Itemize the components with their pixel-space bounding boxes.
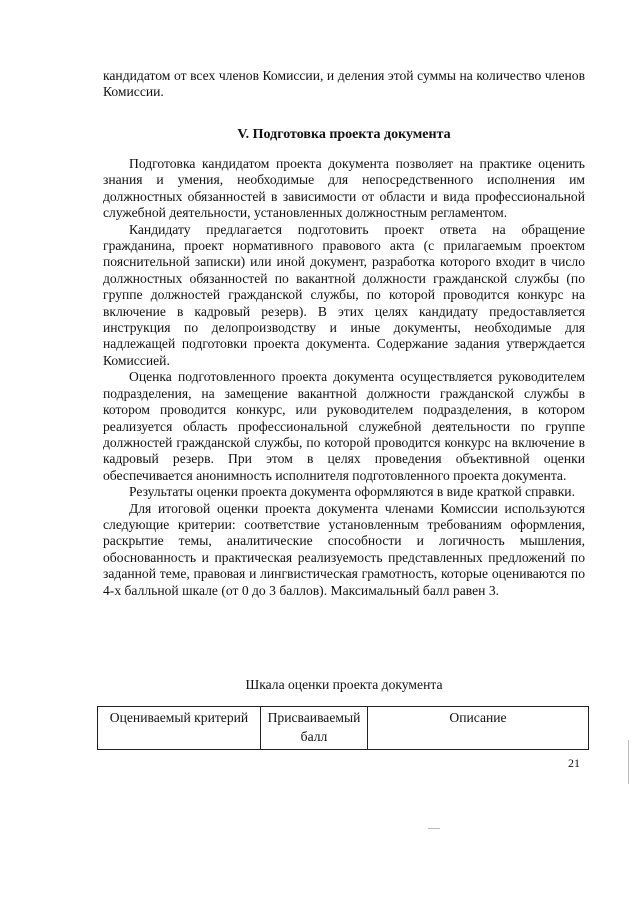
table-caption: Шкала оценки проекта документа bbox=[245, 677, 443, 692]
table-header-row bbox=[98, 707, 589, 750]
paragraph: Оценка подготовленного проекта документа осуществляется руководителем подразделения, на замещение вакантной должности гражданской службы в котором проводится конкурс, или руководителем подразделения, в котором реализуется область профессиональной служебной деятельности по группе должностей гражданской службы, по которой проводится конкурс на включение в кадровый резерв. При этом в целях проведения объективной оценки обеспечивается анонимность исполнителя подготовленного проекта документа. bbox=[103, 369, 585, 483]
paragraph: Для итоговой оценки проекта документа членами Комиссии используются следующие критерии: соответствие установленным требованиям оформления, раскрытие темы, аналитические способности и логичность мышления, обоснованность и практическая реализуемость представленных предложений по заданной теме, правовая и лингвистическая грамотность, которые оцениваются по 4-х балльной шкале (от 0 до 3 баллов). Максимальный балл равен 3. bbox=[103, 500, 585, 598]
scan-edge-mark bbox=[628, 740, 629, 784]
section-title: V. Подготовка проекта документа bbox=[237, 127, 451, 142]
intro-text bbox=[103, 68, 585, 101]
column-header-criterion: Оцениваемый критерий bbox=[98, 707, 261, 750]
paragraph: Кандидату предлагается подготовить проект ответа на обращение гражданина, проект нормативного правового акта (с прилагаемым проектом пояснительной записки) или иной документ, разработка которого входит в число должностных обязанностей по вакантной должности гражданской службы (по группе должностей гражданской службы, по которой проводится конкурс на включение в кадровый резерв). В этих целях кандидату предоставляется инструкция по делопроизводству и иные документы, необходимые для надлежащей подготовки проекта документа. Содержание задания утверждается Комиссией. bbox=[103, 221, 585, 368]
intro-paragraph: кандидатом от всех членов Комиссии, и деления этой суммы на количество членов Комиссии. bbox=[103, 68, 585, 100]
paragraph: Результаты оценки проекта документа оформляются в виде краткой справки. bbox=[129, 484, 575, 500]
scan-speck bbox=[428, 828, 440, 829]
paragraph: Подготовка кандидатом проекта документа позволяет на практике оценить знания и умения, необходимые для непосредственного исполнения им должностных обязанностей в зависимости от области и вида профессиональной служебной деятельности, установленных должностным регламентом. bbox=[103, 156, 585, 221]
evaluation-scale-table bbox=[97, 706, 589, 750]
column-header-description: Описание bbox=[368, 707, 589, 750]
column-header-score: Присваиваемый балл bbox=[261, 707, 368, 750]
page-number: 21 bbox=[568, 756, 580, 770]
section-body bbox=[103, 156, 585, 599]
